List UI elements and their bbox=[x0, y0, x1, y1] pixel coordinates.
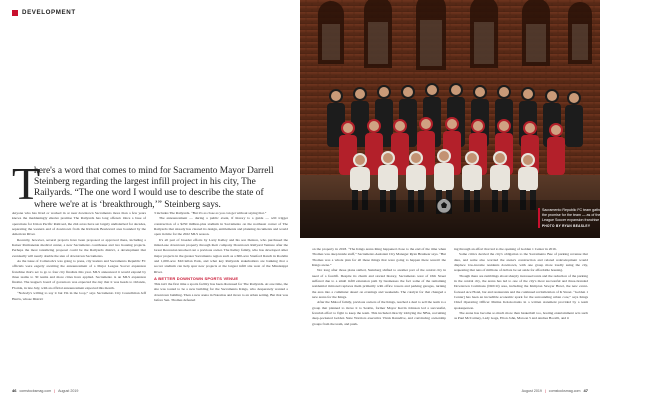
footer-left bbox=[12, 388, 78, 393]
paragraph: As the issue of Comstock's was going to press, city leaders and Sacramento Republic FC officials were eagerly awaiting the announcement of a Major League Soccer expansion franchise that's set to go to four city finalists this year. MLS announced it would expand by three teams to 30 teams and more cities have applied. Sacramento is an MLS expansion finalist. The league's board of governors was expected the day that it was heads to Orlando, Florida, in late July, with an official announcement expected this month. bbox=[12, 259, 146, 290]
right-body-columns bbox=[312, 247, 588, 381]
left-column-2 bbox=[154, 211, 288, 381]
footer-site: comstocksmag.com bbox=[548, 388, 581, 393]
paragraph: This isn't the first time a sports facility has been discussed for The Railyards. At one time, the site was touted to be a new building for the Sacramento Kings, who desperately wanted a downtown building. Then a new arena in Natomas and move to an urban setting. But that was before Sen. Thomas defeated bbox=[154, 282, 288, 303]
caption-accent-bar bbox=[538, 208, 540, 228]
photo-credit: PHOTO BY RYAN BEASLEY bbox=[542, 224, 591, 228]
right-column-1 bbox=[312, 247, 446, 381]
paragraph: The announcement — during a public event, if history is a guide — will trigger construction of a $250 million-plus stadium in Sacramento on the northeast corner of The Railyards that already has cleared its design, entitlements and planning documents and would open in time for the 2022 MLS season. bbox=[154, 216, 288, 237]
right-page bbox=[300, 0, 646, 401]
left-page bbox=[0, 0, 300, 401]
footer-separator: | bbox=[544, 388, 546, 393]
page-number: 47 bbox=[583, 388, 588, 393]
team-photo bbox=[300, 0, 600, 238]
paragraph: Not long after those plans stalled, Steinberg shifted to another part of the central city in need of a facelift. Despite its charm and storied history, Sacramento west of 16th Street suffered due to a small infill extension path by businesses the fact some of the remaining residential mirrored replaces them primarily with office towers and parking garages, turning the area into a commuter desert on evenings and weekends. The catalyst for that changed a new arena for the Kings. bbox=[312, 268, 446, 300]
footer-issue: August 2019 bbox=[521, 388, 542, 393]
caption-text: Sacramento Republic FC team gathers in The Railyards to shoot the promise for the team — as of the final draft because as Major League Soccer expansion franchise bbox=[542, 208, 646, 222]
intro-text: here's a word that comes to mind for Sacramento Mayor Darrell Steinberg regarding the largest infill project in his city, The Railyards. “The one word I would use to describe the state of where we're at is ‘breakthrough,’” Steinberg says. bbox=[34, 166, 274, 210]
section-label: DEVELOPMENT bbox=[22, 9, 76, 16]
page-number: 46 bbox=[12, 388, 17, 393]
photo-caption bbox=[542, 208, 650, 229]
paragraph: 3 includes The Railyards. “But it's as close as you can get without saying that.” bbox=[154, 211, 267, 215]
paragraph: ing through an effort that led to the opening of Golden 1 Center in 2016. bbox=[454, 247, 557, 251]
paragraph: The arena has become so much more than basketball too, hosting entertainment acts such as Paul McCartney, Lady Gaga, Elton John, Maroon 5 and Andrea Bocelli, and it bbox=[454, 311, 588, 321]
paragraph: It's all part of broader efforts by Larry Kelley and his son Denton, who purchased the mixed-use downtown property through their company Downtown Railyard Venture after the Great Recession knocked out a previous owner. The Kelley family, who has developed other major projects in the greater Sacramento region such as a 600-acre Stanford Ranch in Rocklin and 1,000-acre McClellan Park, and what key Railyards stakeholders are banking that a soccer stadium can help spur new projects at the largest infill site west of the Mississippi River. bbox=[154, 237, 288, 274]
paragraph: After the Maloof family, previous owners of the Kings, reached a deal to sell the team to a group that planned to move it to Seattle, former Mayor Kevin Johnson led a successful, feverish effort to fight to keep the team. This included directly lobbying the NBA, recruiting deep-pocketed Golden State Warriors executive Vivek Ranadive, and convincing ownership groups from the team, and push- bbox=[312, 300, 446, 326]
article-intro bbox=[12, 158, 282, 211]
section-header bbox=[12, 9, 76, 16]
footer-site: comstocksmag.com bbox=[19, 388, 52, 393]
subhead: A BETTER DOWNTOWN SPORTS VENUE bbox=[154, 276, 239, 282]
right-column-2 bbox=[454, 247, 588, 381]
drop-cap: T bbox=[12, 158, 41, 209]
section-marker bbox=[12, 10, 18, 16]
footer-issue: August 2019 bbox=[58, 388, 79, 393]
paragraph: Though there are rumblings about sharply increased rents and the reduction of the parking in the central city, the arena has led to one of the city's most successful and three-branded Downtown Commons (DOCO) area, including the Kimpton Sawyer Hotel, the new event-focused Ace Hotel, bar and restaurants and the continued revitalization of K Street. “Golden 1 Center] has been an incredible economic spark for the surrounding urban core,” says Kings Chief Operating Officer Matina Kolokotronis in a written statement provided by a team spokesperson. bbox=[454, 273, 588, 310]
paragraph: on the property in 2018. “The Kings arena thing happened close to the end of the time when Thomas was deep inside stuff,” Sacramento Assistant City Manager Ryan Brashear says. “But Thomas was a whole plan for all these things that were going to happen there weren't the Kings arena.” bbox=[312, 247, 446, 268]
footer-right bbox=[522, 388, 588, 393]
footer-separator: | bbox=[54, 388, 56, 393]
paragraph: “Nobody's willing to say it but I'm in the loop,” says Sacramento City Councilman Jeff Harris, whose District bbox=[12, 291, 146, 301]
paragraph: Anyone who has lived or worked in or near downtown Sacramento more than a few years knows the maddeningly elusive promise The Railyards has long offered. Once a base of operations for Union Pacific Railroad, the 244 acres have sat largely undisturbed for decades, separating the western end of downtown from the Richards Boulevard area bounded by the American River. bbox=[12, 211, 146, 237]
left-column-1 bbox=[12, 211, 146, 381]
paragraph: Recently, however, several projects have been proposed or approved there, including a Kaiser Permanente medical center, a new Sacramento courthouse and two housing projects. Perhaps the most tantalizing proposal could be the Railyards district, a development that eventually will nearly double the size of downtown Sacramento. bbox=[12, 237, 146, 258]
left-body-columns bbox=[12, 211, 288, 381]
paragraph: Some critics decried the city's obligation to the Sacramento Bee of parking revenue that dare, and some also worried the arena's construction and related redevelopment would displace low-income residents downtown, with one group more loudly suing the city, requesting that tens of millions of dollars be set aside for affordable housing. bbox=[454, 252, 588, 273]
